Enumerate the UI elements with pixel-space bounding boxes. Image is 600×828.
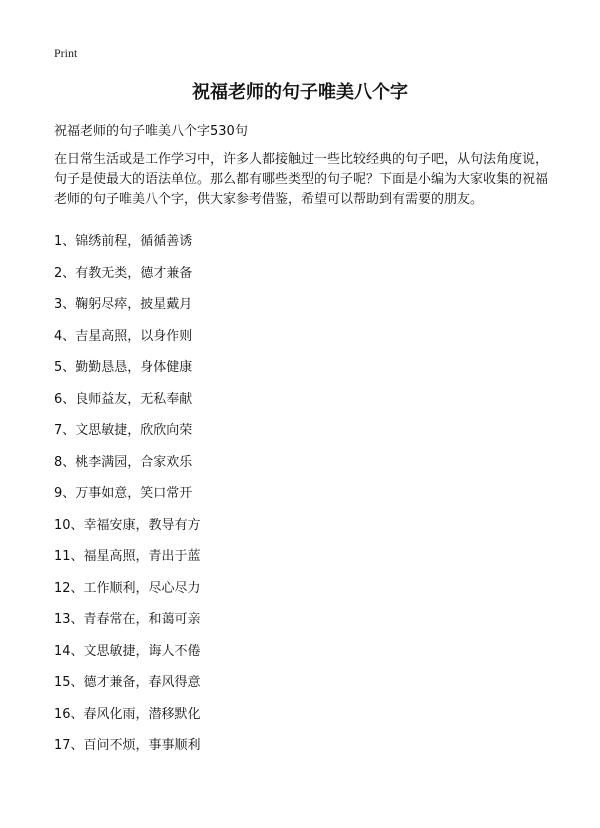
list-item: 10、幸福安康，教导有方 [54,517,201,533]
list-item: 11、福星高照，青出于蓝 [54,549,201,564]
list-item: 7、文思敏捷，欣欣向荣 [54,423,193,438]
list-item: 15、德才兼备，春风得意 [54,675,201,690]
list-item: 8、桃李满园，合家欢乐 [54,454,193,470]
list-item: 5、勤勤恳恳，身体健康 [54,360,193,375]
list-item: 4、吉星高照，以身作则 [54,328,193,344]
list-item: 2、有教无类，德才兼备 [54,265,193,281]
sentence-list [54,234,201,770]
intro-paragraph: 在日常生活或是工作学习中，许多人都接触过一些比较经典的句子吧，从句法角度说，句子是使最大的语法单位。那么都有哪些类型的句子呢？下面是小编为大家收集的祝福老师的句子唯美八个字，供大家参考借鉴，希望可以帮助到有需要的朋友。 [54,152,549,207]
list-item: 13、青春常在，和蔼可亲 [54,612,201,627]
list-item: 17、百问不烦，事事顺利 [54,738,201,753]
list-item: 9、万事如意，笑口常开 [54,486,193,501]
list-item: 1、锦绣前程，循循善诱 [54,234,193,249]
list-item: 14、文思敏捷，诲人不倦 [54,643,201,659]
page-title: 祝福老师的句子唯美八个字 [192,82,408,103]
list-item: 6、良师益友，无私奉献 [54,391,193,407]
list-item: 3、鞠躬尽瘁，披星戴月 [54,297,193,312]
document-subtitle: 祝福老师的句子唯美八个字530句 [54,124,248,139]
print-link[interactable]: Print [54,46,78,60]
list-item: 16、春风化雨，潜移默化 [54,706,201,722]
list-item: 12、工作顺利，尽心尽力 [54,580,201,596]
